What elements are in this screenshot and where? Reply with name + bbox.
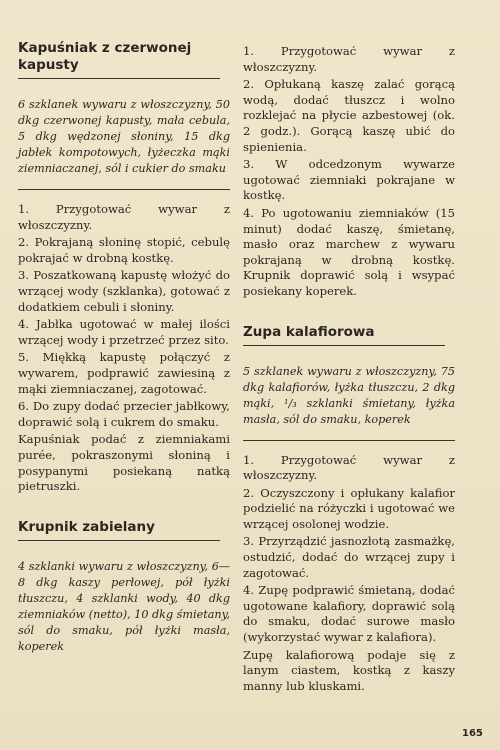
step: 5. Miękką kapustę połączyć z wywarem, podprawić zawiesiną z mąki ziemniaczanej, zagotować. (18, 350, 230, 396)
ingredients-kapusniak: 6 szklanek wywaru z włoszczyzny, 50 dkg czerwonej kapusty, mała cebula, 5 dkg wędzonej słoniny, 15 dkg jabłek kompotowych, łyżeczka mąki ziemniaczanej, sól i cukier do smaku (18, 97, 230, 190)
steps-krupnik (243, 44, 455, 300)
step: 3. Przyrządzić jasnozłotą zasmażkę, ostudzić, dodać do wrzącej zupy i zagotować. (243, 534, 455, 580)
left-column (18, 40, 230, 673)
step: 2. Pokrajaną słoninę stopić, cebulę pokrajać w drobną kostkę. (18, 235, 230, 265)
step: 3. Poszatkowaną kapustę włożyć do wrzącej wody (szklanka), gotować z dodatkiem cebuli i słoniny. (18, 268, 230, 314)
step: 1. Przygotować wywar z włoszczyzny. (243, 452, 455, 483)
step: 4. Po ugotowaniu ziemniaków (15 minut) dodać kaszę, śmietanę, masło oraz marchew z wywaru pokrajaną w drobną kostkę. Krupnik doprawić solą i wsypać posiekany koperek. (243, 205, 455, 298)
recipe-title-krupnik: Krupnik zabielany (18, 519, 220, 541)
step: 3. W odcedzonym wywarze ugotować ziemniaki pokrajane w kostkę. (243, 157, 455, 203)
step: 1. Przygotować wywar z włoszczyzny. (243, 44, 455, 74)
step: 2. Opłukaną kaszę zalać gorącą wodą, dodać tłuszcz i wolno rozklejać na płycie azbestowej (ok. 2 godz.). Gorącą kaszę ubić do spienienia. (243, 77, 455, 154)
ingredients-zupa: 5 szklanek wywaru z włoszczyzny, 75 dkg kalafiorów, łyżka tłuszczu, 2 dkg mąki, ¹/₃ szklanki śmietany, łyżka masła, sól do smaku, koperek (243, 364, 455, 441)
step: 4. Jabłka ugotować w małej ilości wrzącej wody i przetrzeć przez sito. (18, 317, 230, 347)
recipe-title-kapusniak: Kapuśniak z czerwonej kapusty (18, 40, 220, 79)
page-number: 165 (462, 728, 483, 739)
steps-zupa (243, 453, 455, 695)
steps-kapusniak (18, 202, 230, 495)
ingredients-krupnik: 4 szklanki wywaru z włoszczyzny, 6—8 dkg kaszy perłowej, pół łyżki tłuszczu, 4 szklanki wody, 40 dkg ziemniaków (netto), 10 dkg śmietany, sól do smaku, pół łyżki masła, koperek (18, 559, 230, 653)
step: 1. Przygotować wywar z włoszczyzny. (18, 202, 230, 232)
step: 2. Oczyszczony i opłukany kalafior podzielić na różyczki i ugotować we wrzącej osolonej wodzie. (243, 485, 455, 531)
right-column (243, 40, 455, 696)
step: 6. Do zupy dodać przecier jabłkowy, doprawić solą i cukrem do smaku. (18, 399, 230, 429)
serving-note: Zupę kalafiorową podaje się z lanym ciastem, kostką z kaszy manny lub kluskami. (243, 647, 455, 693)
serving-note: Kapuśniak podać z ziemniakami purée, pokraszonymi słoniną i posypanymi posiekaną natką pietruszki. (18, 432, 230, 494)
step: 4. Zupę podprawić śmietaną, dodać ugotowane kalafiory, doprawić solą do smaku, dodać surowe masło (wykorzystać wywar z kalafiora). (243, 583, 455, 645)
recipe-title-zupa: Zupa kalafiorowa (243, 324, 445, 346)
